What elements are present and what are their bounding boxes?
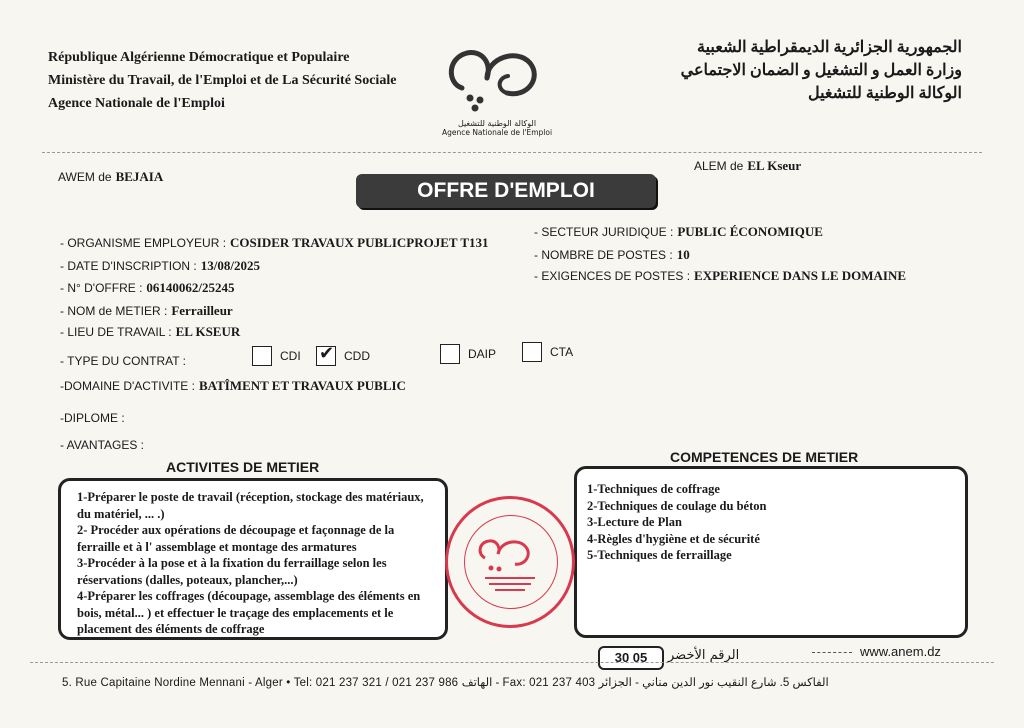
competence-item: 3-Lecture de Plan bbox=[587, 515, 682, 529]
field-label: - SECTEUR JURIDIQUE : bbox=[534, 225, 674, 239]
field-value: 06140062/25245 bbox=[146, 280, 235, 295]
field-label: - AVANTAGES : bbox=[60, 438, 145, 452]
activite-item: 2- Procéder aux opérations de découpage et façonnage de la ferraille et à l' assemblage et montage des armatures bbox=[77, 523, 395, 554]
footer-address: 5. Rue Capitaine Nordine Mennani - Alger • Tel: 021 237 321 / 021 237 986 الهاتف - Fax: 021 237 403 الفاكس 5. شارع النقيب نور الدين مناني - الجزائر bbox=[62, 677, 829, 689]
field-numero-offre bbox=[60, 279, 235, 297]
activite-item: 4-Préparer les coffrages (découpage, assemblage des éléments en bois, métal... ) et effectuer le traçage des emplacements et le placement des éléments de coffrage bbox=[77, 589, 421, 636]
field-value: PUBLIC ÉCONOMIQUE bbox=[677, 224, 823, 239]
footer-ar-fax: الفاكس bbox=[792, 677, 829, 689]
competence-item: 4-Règles d'hygiène et de sécurité bbox=[587, 531, 760, 546]
field-label: -DOMAINE D'ACTIVITE : bbox=[60, 379, 195, 393]
header-fr-line3: Agence Nationale de l'Emploi bbox=[48, 96, 225, 111]
footer-ar-tel: الهاتف bbox=[461, 677, 493, 689]
field-label: - ORGANISME EMPLOYEUR : bbox=[60, 236, 227, 250]
field-nombre-postes bbox=[534, 246, 690, 264]
contract-name: DAIP bbox=[468, 347, 497, 361]
header-french bbox=[48, 46, 396, 115]
field-label: - EXIGENCES DE POSTES : bbox=[534, 269, 691, 283]
stamp-logo-icon bbox=[445, 496, 575, 626]
field-value: COSIDER TRAVAUX PUBLICPROJET T131 bbox=[230, 235, 489, 250]
header-separator bbox=[42, 152, 982, 153]
website-link[interactable]: www.anem.dz bbox=[860, 644, 941, 659]
awem-value: BEJAIA bbox=[115, 169, 164, 184]
page-title: OFFRE D'EMPLOI bbox=[356, 174, 656, 208]
header-ar-line1: الجمهورية الجزائرية الديمقراطية الشعبية bbox=[696, 39, 962, 56]
field-label: - NOMBRE DE POSTES : bbox=[534, 248, 673, 262]
field-value: Ferrailleur bbox=[171, 303, 233, 318]
header-fr-line1: République Algérienne Démocratique et Populaire bbox=[48, 50, 350, 65]
alem-field bbox=[694, 157, 801, 175]
website-row bbox=[812, 644, 941, 659]
footer-tel: Tel: 021 237 321 / 021 237 986 bbox=[293, 677, 459, 689]
checkbox-daip[interactable] bbox=[440, 344, 460, 364]
competence-item: 1-Techniques de coffrage bbox=[587, 482, 720, 496]
field-value: EXPERIENCE DANS LE DOMAINE bbox=[694, 268, 907, 283]
alem-label: ALEM de bbox=[694, 159, 744, 173]
field-label: - DATE D'INSCRIPTION : bbox=[60, 259, 197, 273]
website-dash bbox=[812, 652, 852, 653]
alem-value: EL Kseur bbox=[747, 158, 802, 173]
anem-logo-icon bbox=[442, 38, 552, 112]
field-domaine bbox=[60, 377, 406, 395]
footer-separator bbox=[30, 662, 994, 663]
activites-title: ACTIVITES DE METIER bbox=[166, 459, 320, 475]
field-diplome bbox=[60, 409, 125, 427]
activites-box bbox=[58, 478, 448, 640]
competences-box bbox=[574, 466, 968, 638]
contract-option-cdd[interactable] bbox=[316, 343, 370, 366]
logo-arabic-text: الوكالة الوطنية للتشغيل bbox=[457, 119, 537, 128]
field-exigences bbox=[534, 267, 906, 285]
contract-option-cta[interactable] bbox=[522, 342, 573, 362]
logo-french-text: Agence Nationale de l'Emploi bbox=[441, 128, 553, 137]
contract-name: CDI bbox=[280, 349, 301, 363]
field-nom-metier bbox=[60, 302, 233, 320]
field-value: EL KSEUR bbox=[175, 324, 241, 339]
activite-item: 3-Procéder à la pose et à la fixation du ferraillage selon les réservations (dalles, poteaux, plancher,...) bbox=[77, 556, 387, 587]
green-number-badge: 30 05 bbox=[598, 646, 664, 670]
footer-fax: Fax: 021 237 403 bbox=[502, 677, 596, 689]
field-label: - NOM de METIER : bbox=[60, 304, 168, 318]
contract-option-cdi[interactable] bbox=[252, 346, 301, 366]
field-lieu-travail bbox=[60, 323, 240, 341]
header-ar-line2: وزارة العمل و التشغيل و الضمان الاجتماعي bbox=[680, 62, 962, 79]
checkbox-cta[interactable] bbox=[522, 342, 542, 362]
field-label: -DIPLOME : bbox=[60, 411, 125, 425]
header-fr-line2: Ministère du Travail, de l'Emploi et de La Sécurité Sociale bbox=[48, 73, 397, 88]
anem-logo bbox=[432, 38, 562, 137]
contract-option-daip[interactable] bbox=[440, 344, 496, 364]
field-label: - LIEU DE TRAVAIL : bbox=[60, 325, 172, 339]
header-ar-line3: الوكالة الوطنية للتشغيل bbox=[807, 85, 962, 102]
awem-label: AWEM de bbox=[58, 170, 112, 184]
footer-address-fr: 5. Rue Capitaine Nordine Mennani - Alger bbox=[62, 677, 283, 689]
green-number-label: الرقم الأخضر bbox=[668, 648, 740, 663]
field-secteur-juridique bbox=[534, 223, 823, 241]
official-stamp bbox=[445, 496, 575, 628]
field-value: 10 bbox=[676, 247, 690, 262]
field-label: - N° D'OFFRE : bbox=[60, 281, 143, 295]
awem-field bbox=[58, 168, 163, 186]
field-value: 13/08/2025 bbox=[200, 258, 260, 273]
contract-name: CDD bbox=[344, 349, 370, 363]
checkbox-cdi[interactable] bbox=[252, 346, 272, 366]
field-value: BATÎMENT ET TRAVAUX PUBLIC bbox=[198, 378, 406, 393]
competence-item: 5-Techniques de ferraillage bbox=[587, 548, 732, 562]
competence-item: 2-Techniques de coulage du béton bbox=[587, 498, 767, 513]
field-date-inscription bbox=[60, 257, 260, 275]
footer-address-ar: 5. شارع النقيب نور الدين مناني - الجزائر bbox=[598, 677, 790, 689]
field-avantages bbox=[60, 436, 144, 454]
activite-item: 1-Préparer le poste de travail (réception, stockage des matériaux, du matériel, ... .) bbox=[77, 490, 424, 521]
contract-label: - TYPE DU CONTRAT : bbox=[60, 354, 187, 368]
check-mark-icon: ✔ bbox=[319, 343, 335, 364]
competences-title: COMPETENCES DE METIER bbox=[670, 449, 859, 465]
checkbox-cdd[interactable] bbox=[316, 343, 336, 366]
contract-name: CTA bbox=[550, 345, 574, 359]
field-organisme bbox=[60, 234, 489, 252]
header-arabic bbox=[681, 36, 962, 105]
